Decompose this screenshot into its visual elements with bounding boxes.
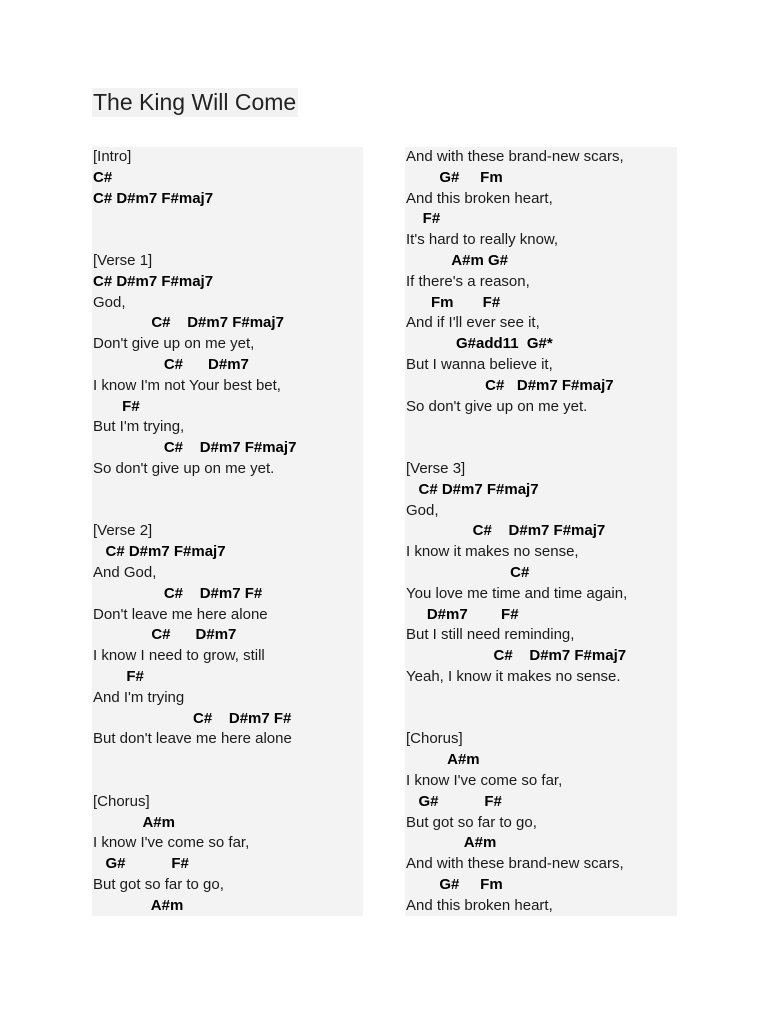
left-chord-line: F# bbox=[93, 667, 144, 685]
left-chord-line: A#m bbox=[93, 896, 184, 914]
left-chord-line: C# D#m7 F# bbox=[93, 584, 263, 602]
left-lyric-line: I know I need to grow, still bbox=[93, 647, 265, 665]
right-chord-line: F# bbox=[406, 210, 441, 228]
right-lyric-line: And with these brand-new scars, bbox=[406, 148, 624, 165]
left-lyric-line: [Verse 1] bbox=[93, 251, 153, 269]
right-chord-line: G#add11 G#* bbox=[406, 335, 553, 353]
left-chord-line: C# D#m7 F#maj7 bbox=[93, 314, 284, 332]
right-chord-line: C# D#m7 F#maj7 bbox=[406, 376, 614, 394]
right-chord-line: A#m bbox=[406, 751, 480, 769]
left-chord-line: C# D#m7 F#maj7 bbox=[93, 439, 297, 457]
right-blank-line bbox=[406, 709, 677, 730]
right-lyric-line: I know I've come so far, bbox=[406, 771, 563, 789]
right-chord-line: C# bbox=[406, 563, 530, 581]
left-lyric-line: [Intro] bbox=[93, 148, 132, 165]
left-blank-line bbox=[93, 480, 363, 501]
left-blank-line bbox=[93, 209, 363, 230]
left-chord-line: C# D#m7 F#maj7 bbox=[93, 272, 214, 290]
page-title: The King Will Come bbox=[93, 89, 297, 115]
right-lyric-line: Yeah, I know it makes no sense. bbox=[406, 667, 621, 685]
left-chord-line: C# D#m7 F#maj7 bbox=[93, 189, 214, 207]
left-lyric-line: [Chorus] bbox=[93, 792, 150, 810]
left-lyric-line: Don't give up on me yet, bbox=[93, 335, 255, 353]
left-lyric-line: God, bbox=[93, 293, 126, 311]
right-chord-line: G# F# bbox=[406, 792, 502, 810]
right-lyric-line: But I still need reminding, bbox=[406, 626, 575, 644]
right-lyric-line: And this broken heart, bbox=[406, 189, 553, 207]
right-lyric-line: You love me time and time again, bbox=[406, 584, 628, 602]
right-chord-line: A#m G# bbox=[406, 251, 508, 269]
left-blank-line bbox=[93, 750, 363, 771]
right-chord-line: G# Fm bbox=[406, 875, 503, 893]
left-lyric-line: I know I've come so far, bbox=[93, 834, 250, 852]
left-chord-line: C# D#m7 bbox=[93, 626, 237, 644]
right-chord-line: C# D#m7 F#maj7 bbox=[406, 647, 627, 665]
right-lyric-line: It's hard to really know, bbox=[406, 231, 559, 249]
right-chord-line: Fm F# bbox=[406, 293, 501, 311]
right-lyric-line: And this broken heart, bbox=[406, 896, 553, 914]
left-chord-line: G# F# bbox=[93, 855, 189, 873]
left-chord-line: F# bbox=[93, 397, 140, 415]
left-chord-line: C# D#m7 bbox=[93, 355, 249, 373]
right-lyric-line: [Chorus] bbox=[406, 730, 463, 748]
right-lyric-line: If there's a reason, bbox=[406, 272, 530, 290]
left-chord-line: C# bbox=[93, 168, 113, 186]
right-lyric-line: And if I'll ever see it, bbox=[406, 314, 540, 332]
left-lyric-line: But don't leave me here alone bbox=[93, 730, 292, 748]
right-lyrics-column bbox=[405, 147, 677, 916]
right-blank-line bbox=[406, 417, 677, 438]
right-blank-line bbox=[406, 438, 677, 459]
right-lyric-line: So don't give up on me yet. bbox=[406, 397, 588, 415]
left-lyric-line: So don't give up on me yet. bbox=[93, 459, 275, 477]
right-lyric-line: [Verse 3] bbox=[406, 459, 466, 477]
left-lyric-line: Don't leave me here alone bbox=[93, 605, 268, 623]
right-lyric-line: But I wanna believe it, bbox=[406, 355, 553, 373]
right-chord-line: C# D#m7 F#maj7 bbox=[406, 480, 539, 498]
left-lyrics-column bbox=[92, 147, 363, 916]
right-chord-line: A#m bbox=[406, 834, 497, 852]
right-chord-line: G# Fm bbox=[406, 168, 503, 186]
right-chord-line: C# D#m7 F#maj7 bbox=[406, 522, 606, 540]
left-chord-line: C# D#m7 F#maj7 bbox=[93, 543, 226, 561]
left-blank-line bbox=[93, 501, 363, 522]
right-lyric-line: But got so far to go, bbox=[406, 813, 537, 831]
left-blank-line bbox=[93, 230, 363, 251]
right-blank-line bbox=[406, 688, 677, 709]
right-chord-line: D#m7 F# bbox=[406, 605, 519, 623]
left-lyric-line: [Verse 2] bbox=[93, 522, 153, 540]
left-chord-line: C# D#m7 F# bbox=[93, 709, 292, 727]
left-lyric-line: I know I'm not Your best bet, bbox=[93, 376, 281, 394]
left-lyric-line: And I'm trying bbox=[93, 688, 185, 706]
right-lyric-line: God, bbox=[406, 501, 439, 519]
right-lyric-line: And with these brand-new scars, bbox=[406, 855, 624, 873]
left-lyric-line: And God, bbox=[93, 563, 157, 581]
right-lyric-line: I know it makes no sense, bbox=[406, 543, 579, 561]
left-lyric-line: But I'm trying, bbox=[93, 418, 185, 436]
left-lyric-line: But got so far to go, bbox=[93, 875, 224, 893]
left-blank-line bbox=[93, 771, 363, 792]
left-chord-line: A#m bbox=[93, 813, 175, 831]
